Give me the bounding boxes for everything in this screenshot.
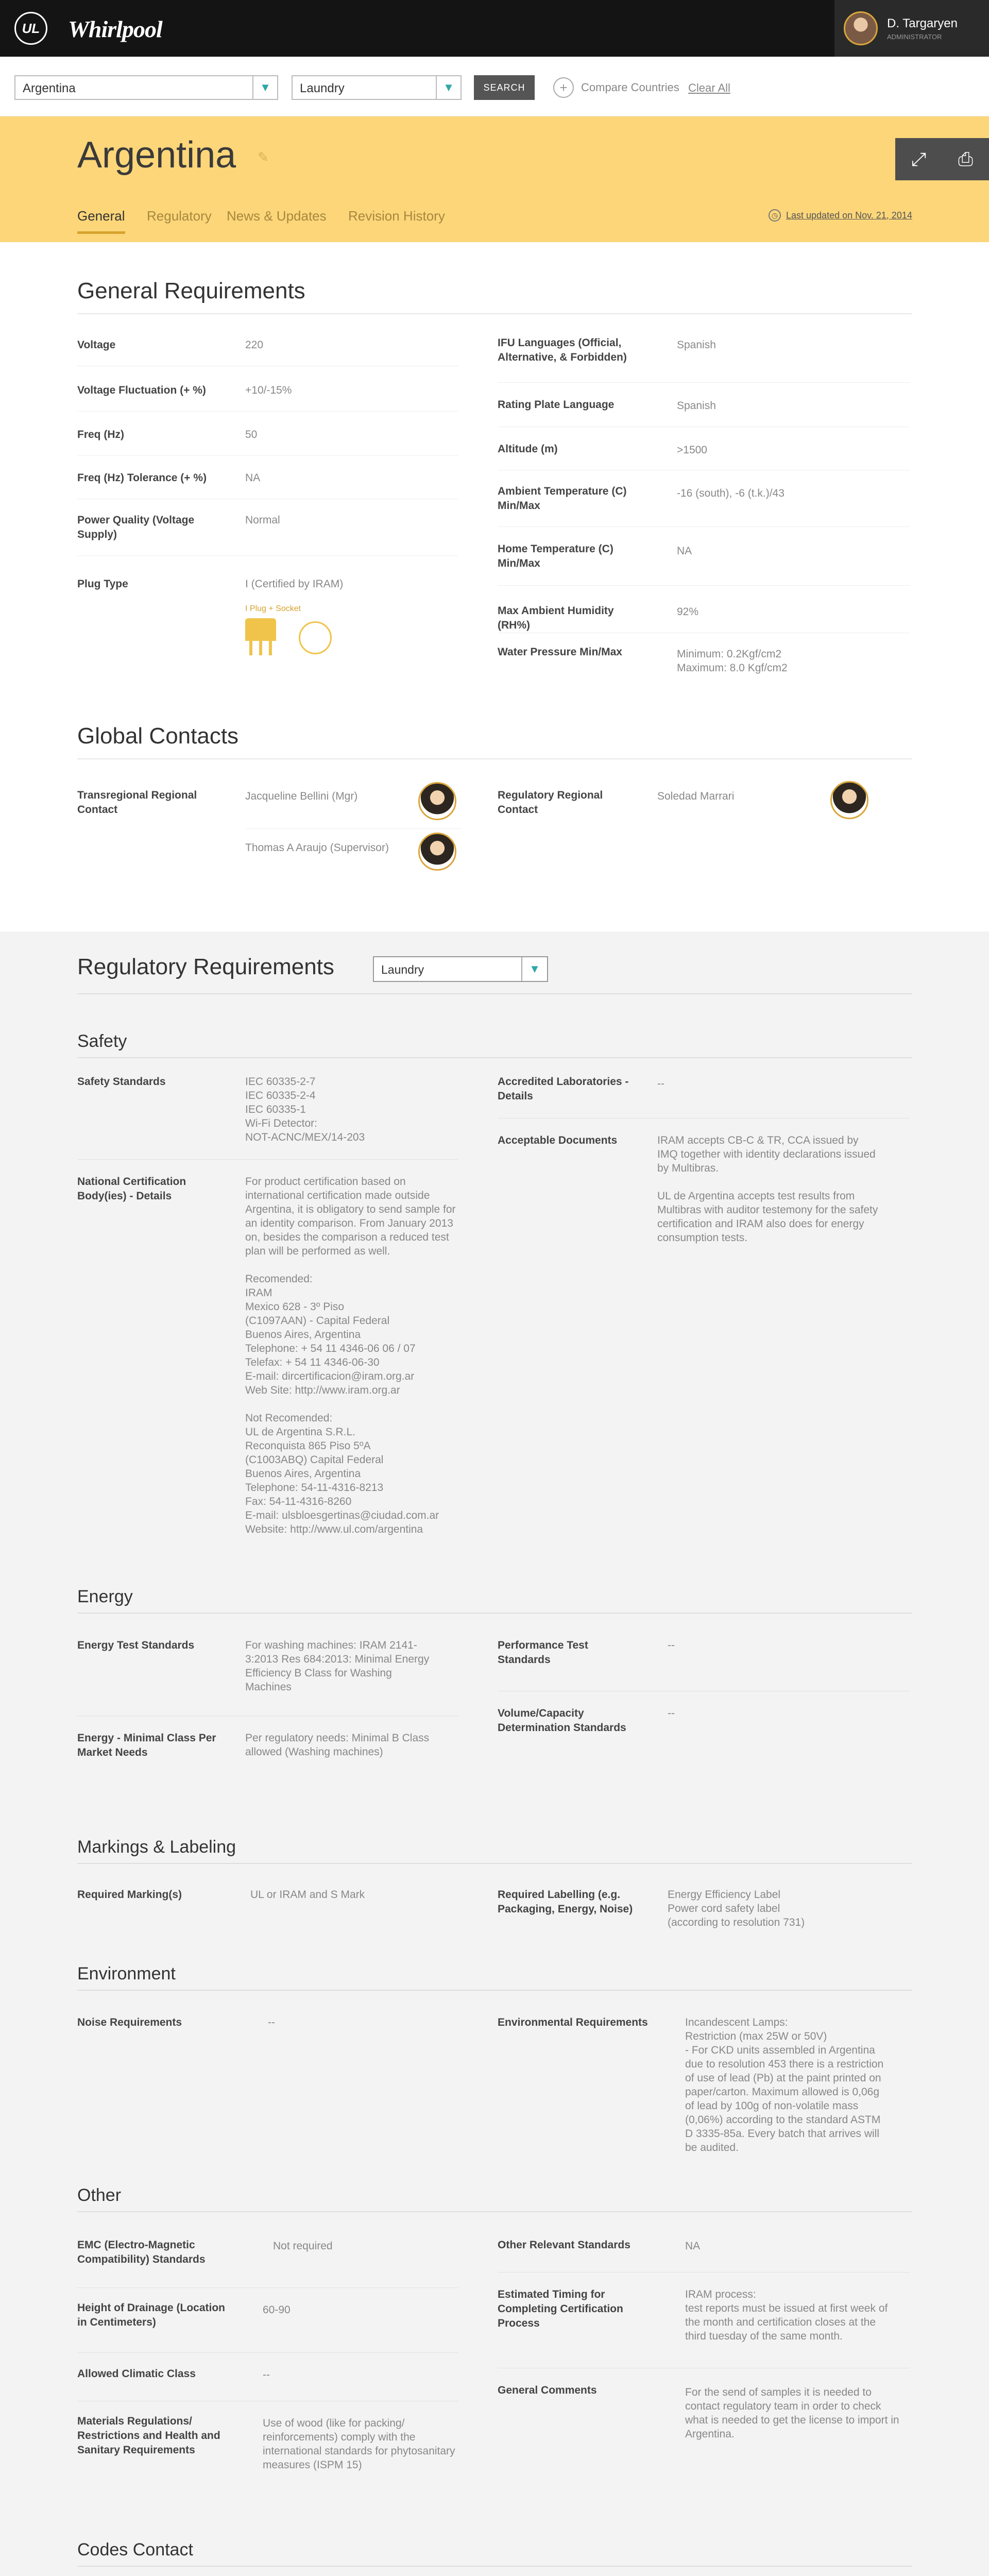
req-label: Energy Test Standards bbox=[77, 1639, 195, 1651]
page-title: Argentina bbox=[77, 134, 236, 176]
clear-all-link[interactable]: Clear All bbox=[688, 81, 730, 94]
row-divider bbox=[77, 411, 458, 412]
country-select-value: Argentina bbox=[23, 81, 76, 95]
req-label: Performance Test Standards bbox=[498, 1639, 588, 1666]
plug-caption: I Plug + Socket bbox=[245, 604, 301, 613]
contact-name[interactable]: Jacqueline Bellini (Mgr) bbox=[245, 790, 358, 802]
codes-title: Codes Contact bbox=[77, 2540, 193, 2560]
last-updated-text: Last updated on Nov. 21, 2014 bbox=[786, 210, 912, 221]
divider bbox=[77, 1613, 912, 1614]
tab-revision-history[interactable]: Revision History bbox=[348, 208, 445, 224]
req-label: Accredited Laboratories - Details bbox=[498, 1076, 629, 1102]
req-label: Estimated Timing for Completing Certification Process bbox=[498, 2289, 623, 2329]
contact-name[interactable]: Soledad Marrari bbox=[657, 790, 735, 802]
user-name: D. Targaryen bbox=[887, 16, 958, 30]
chevron-down-icon[interactable]: ▼ bbox=[252, 76, 277, 99]
req-label: Water Pressure Min/Max bbox=[498, 646, 622, 658]
req-label: Materials Regulations/ Restrictions and Health and Sanitary Requirements bbox=[77, 2415, 220, 2456]
req-value: Not required bbox=[273, 2240, 333, 2252]
plug-icon bbox=[245, 618, 276, 641]
row-divider bbox=[77, 1159, 458, 1160]
avatar[interactable] bbox=[418, 782, 456, 820]
req-value: Spanish bbox=[677, 339, 716, 351]
plus-icon: + bbox=[553, 77, 574, 98]
top-bar bbox=[0, 0, 989, 57]
transregional-label: Transregional Regional Contact bbox=[77, 789, 197, 816]
req-label: Plug Type bbox=[77, 578, 128, 590]
req-value: For washing machines: IRAM 2141-3:2013 Res 684:2013: Minimal Energy Efficiency B Class for Washing Machines bbox=[245, 1639, 430, 1693]
req-label: Other Relevant Standards bbox=[498, 2239, 630, 2251]
avatar bbox=[844, 11, 878, 45]
divider bbox=[77, 758, 912, 759]
req-value: For the send of samples it is needed to contact regulatory team in order to check what is needed to get the license to import in Argentina. bbox=[685, 2386, 899, 2440]
compare-label: Compare Countries bbox=[581, 81, 679, 94]
divider bbox=[77, 1057, 912, 1058]
compare-countries-button[interactable] bbox=[553, 77, 679, 98]
req-value: NA bbox=[685, 2240, 701, 2252]
regulatory-category-select[interactable] bbox=[373, 956, 548, 982]
divider bbox=[77, 313, 912, 314]
markings-title: Markings & Labeling bbox=[77, 1837, 236, 1857]
req-value: UL or IRAM and S Mark bbox=[250, 1889, 365, 1901]
regulatory-category-value: Laundry bbox=[381, 963, 424, 976]
req-label: Freq (Hz) Tolerance (+ %) bbox=[77, 472, 207, 484]
divider bbox=[77, 2566, 912, 2567]
plug-pin-icon bbox=[259, 641, 262, 655]
req-value: -- bbox=[668, 1639, 675, 1651]
req-label: Environmental Requirements bbox=[498, 2016, 648, 2028]
req-value: IRAM accepts CB-C & TR, CCA issued by IMQ together with identity declarations issued by Multibras. UL de Argentina accepts test results from Multibras with auditor testemony for the safety certification and IRAM also does for energy consumption tests. bbox=[657, 1134, 878, 1244]
chevron-down-icon[interactable]: ▼ bbox=[436, 76, 461, 99]
row-divider bbox=[77, 455, 458, 456]
req-value: -- bbox=[668, 1707, 675, 1719]
req-label: Required Labelling (e.g. Packaging, Energy, Noise) bbox=[498, 1889, 633, 1915]
energy-title: Energy bbox=[77, 1587, 133, 1606]
row-divider bbox=[498, 382, 910, 383]
req-label: Acceptable Documents bbox=[498, 1134, 618, 1146]
avatar[interactable] bbox=[830, 781, 868, 819]
plug-pin-icon bbox=[269, 641, 272, 655]
req-value: >1500 bbox=[677, 444, 707, 456]
req-value: Incandescent Lamps: Restriction (max 25W or 50V) - For CKD units assembled in Argentina due to resolution 453 there is a restriction of use of lead (Pb) at the paint printed on paper/carton. Maximum allowed is 0,06g of lead by 100g of non-volatile mass (0,06%) according to the standard ASTM D 3335-85a. Every batch that arrives will be audited. bbox=[685, 2016, 884, 2154]
req-value: Minimum: 0.2Kgf/cm2 Maximum: 8.0 Kgf/cm2 bbox=[677, 648, 788, 674]
req-value: 50 bbox=[245, 429, 258, 440]
chevron-down-icon[interactable]: ▼ bbox=[521, 957, 547, 981]
user-role: ADMINISTRATOR bbox=[887, 32, 942, 41]
divider bbox=[77, 2211, 912, 2212]
regulatory-contact-label: Regulatory Regional Contact bbox=[498, 789, 603, 816]
divider bbox=[77, 1863, 912, 1864]
other-title: Other bbox=[77, 2185, 122, 2205]
req-label: Allowed Climatic Class bbox=[77, 2368, 196, 2380]
req-value: IEC 60335-2-7 IEC 60335-2-4 IEC 60335-1 Wi-Fi Detector: NOT-ACNC/MEX/14-203 bbox=[245, 1076, 365, 1143]
req-value: -16 (south), -6 (t.k.)/43 bbox=[677, 487, 785, 499]
req-value: Normal bbox=[245, 514, 280, 526]
export-icon[interactable]: ⎙ bbox=[958, 148, 973, 170]
row-divider bbox=[77, 2287, 458, 2288]
hero-actions bbox=[895, 138, 989, 180]
req-value: Use of wood (like for packing/ reinforcements) comply with the international standards for phytosanitary measures (ISPM 15) bbox=[263, 2417, 455, 2471]
search-button[interactable]: SEARCH bbox=[474, 75, 535, 100]
share-icon[interactable]: ⤢ bbox=[911, 148, 926, 170]
req-value: Per regulatory needs: Minimal B Class allowed (Washing machines) bbox=[245, 1732, 430, 1758]
row-divider bbox=[77, 555, 458, 556]
req-label: Freq (Hz) bbox=[77, 429, 124, 440]
req-value: IRAM process: test reports must be issued at first week of the month and certification closes at the third tuesday of the same month. bbox=[685, 2289, 888, 2342]
req-label: Home Temperature (C) Min/Max bbox=[498, 543, 613, 569]
req-value: -- bbox=[657, 1078, 664, 1090]
edit-icon[interactable]: ✎ bbox=[258, 149, 269, 165]
req-value: 92% bbox=[677, 606, 699, 618]
req-value: NA bbox=[677, 545, 692, 557]
req-value: Energy Efficiency Label Power cord safety label (according to resolution 731) bbox=[668, 1889, 805, 1928]
divider bbox=[77, 993, 912, 994]
req-value: -- bbox=[263, 2369, 270, 2381]
row-divider bbox=[498, 2272, 910, 2273]
req-value: I (Certified by IRAM) bbox=[245, 578, 344, 590]
req-label: Rating Plate Language bbox=[498, 399, 615, 411]
req-value: -- bbox=[268, 2016, 275, 2028]
row-divider bbox=[77, 2352, 458, 2353]
whirlpool-logo[interactable]: Whirlpool bbox=[68, 16, 162, 42]
req-value: 60-90 bbox=[263, 2304, 291, 2316]
req-label: EMC (Electro-Magnetic Compatibility) Standards bbox=[77, 2239, 206, 2265]
req-label: Voltage Fluctuation (+ %) bbox=[77, 384, 206, 396]
plug-pin-icon bbox=[249, 641, 252, 655]
socket-icon bbox=[299, 621, 332, 654]
req-value: +10/-15% bbox=[245, 384, 292, 396]
req-label: Required Marking(s) bbox=[77, 1889, 182, 1901]
req-value: Spanish bbox=[677, 400, 716, 412]
environment-title: Environment bbox=[77, 1964, 176, 1984]
search-bar bbox=[0, 57, 989, 116]
regulatory-title: Regulatory Requirements bbox=[77, 954, 334, 979]
row-divider bbox=[498, 585, 910, 586]
tab-news[interactable]: News & Updates bbox=[227, 208, 327, 224]
req-label: Noise Requirements bbox=[77, 2016, 182, 2028]
req-value: 220 bbox=[245, 339, 264, 351]
general-title: General Requirements bbox=[77, 278, 305, 303]
tab-general[interactable]: General bbox=[77, 208, 125, 234]
req-label: IFU Languages (Official, Alternative, & Forbidden) bbox=[498, 337, 627, 363]
ul-logo[interactable]: UL bbox=[14, 12, 47, 45]
req-label: Voltage bbox=[77, 339, 116, 351]
contacts-title: Global Contacts bbox=[77, 723, 239, 749]
country-select[interactable] bbox=[14, 75, 278, 100]
category-select-value: Laundry bbox=[300, 81, 345, 95]
req-value: NA bbox=[245, 472, 261, 484]
req-label: Safety Standards bbox=[77, 1076, 166, 1088]
tab-regulatory[interactable]: Regulatory bbox=[147, 208, 212, 224]
clock-icon: ◷ bbox=[769, 209, 781, 222]
req-label: Energy - Minimal Class Per Market Needs bbox=[77, 1732, 216, 1758]
req-label: Ambient Temperature (C) Min/Max bbox=[498, 485, 627, 512]
user-menu[interactable] bbox=[834, 0, 989, 57]
req-value: For product certification based on international certification made outside Argentina, it is obligatory to send sample for an identity comparison. From January 2013 on, besides the comparison a reduced test plan will be performed as well. Recomended: IRAM Mexico 628 - 3º Piso (C1097AAN) - Capital Federal Buenos Aires, Argentina Telephone: + 54 11 4346-06 06 / 07 Telefax: + 54 11 4346-06-30 E-mail: dircertificacion@iram.org.ar Web Site: http://www.iram.org.ar Not Recomended: UL de Argentina S.R.L. Reconquista 865 Piso 5ºA (C1003ABQ) Capital Federal Buenos Aires, Argentina Telephone: 54-11-4316-8213 Fax: 54-11-4316-8260 E-mail: ulsbloesgertinas@ciudad.com.ar Website: http://www.ul.com/argentina bbox=[245, 1176, 456, 1535]
req-label: Volume/Capacity Determination Standards bbox=[498, 1707, 626, 1734]
contact-name[interactable]: Thomas A Araujo (Supervisor) bbox=[245, 842, 389, 854]
avatar[interactable] bbox=[418, 833, 456, 871]
req-label: Power Quality (Voltage Supply) bbox=[77, 514, 195, 540]
req-label: National Certification Body(ies) - Details bbox=[77, 1176, 186, 1202]
category-select[interactable] bbox=[292, 75, 462, 100]
safety-title: Safety bbox=[77, 1031, 127, 1051]
req-label: Height of Drainage (Location in Centimeters) bbox=[77, 2302, 226, 2328]
divider bbox=[77, 1990, 912, 1991]
req-label: Altitude (m) bbox=[498, 443, 558, 455]
req-label: Max Ambient Humidity (RH%) bbox=[498, 605, 614, 631]
row-divider bbox=[245, 828, 462, 829]
last-updated[interactable] bbox=[769, 209, 912, 222]
req-label: General Comments bbox=[498, 2384, 597, 2396]
